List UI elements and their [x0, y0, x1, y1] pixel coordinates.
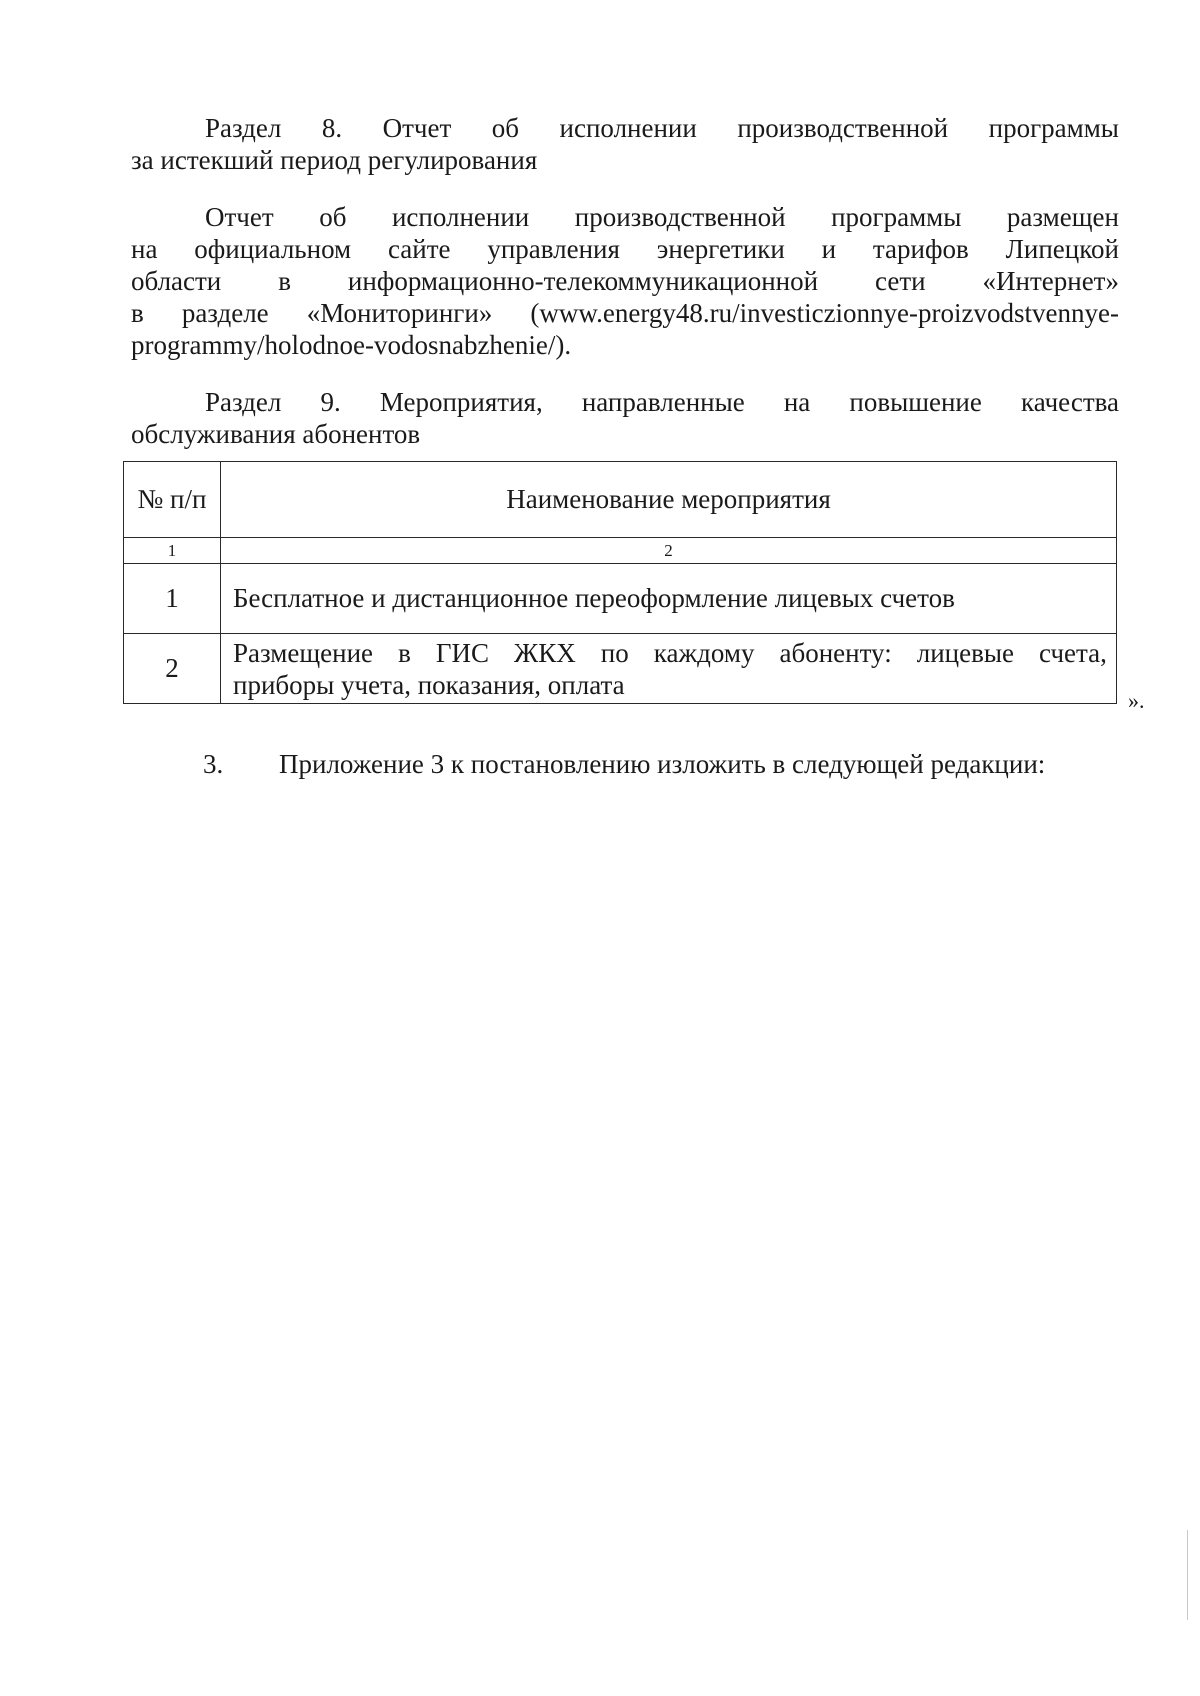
section-8-line-2: за истекший период регулирования [131, 145, 538, 175]
header-name: Наименование мероприятия [221, 462, 1117, 538]
section-9-heading [131, 386, 1119, 450]
row-text [221, 634, 1117, 704]
item-3 [203, 748, 1045, 780]
section-8-heading [131, 112, 1119, 176]
report-line-2: на официальном сайте управления энергетики и тарифов Липецкой [131, 234, 1119, 264]
report-line-3: области в информационно-телекоммуникационной сети «Интернет» [131, 266, 1119, 296]
section-9-line-1: Раздел 9. Мероприятия, направленные на повышение качества [205, 387, 1119, 417]
item-3-text: Приложение 3 к постановлению изложить в следующей редакции: [279, 749, 1046, 779]
row-number: 2 [124, 634, 221, 704]
row-text-line-2: приборы учета, показания, оплата [233, 669, 625, 700]
table-header-row [124, 462, 1117, 538]
row-text: Бесплатное и дистанционное переоформление лицевых счетов [221, 564, 1117, 634]
table-row [124, 634, 1117, 704]
column-number-2: 2 [221, 538, 1117, 564]
report-line-5: programmy/holodnoe-vodosnabzhenie/). [131, 330, 572, 360]
scan-artifact-line [1187, 1530, 1188, 1620]
measures-table [123, 461, 1117, 704]
section-9-line-2: обслуживания абонентов [131, 419, 421, 449]
row-number: 1 [124, 564, 221, 634]
report-url: (www.energy48.ru/investiczionnye-proizvodstvennye- [530, 298, 1119, 328]
report-line-1: Отчет об исполнении производственной программы размещен [205, 202, 1119, 232]
item-3-number: 3. [203, 749, 224, 779]
row-text-line-1: Размещение в ГИС ЖКХ по каждому абоненту: лицевые счета, [233, 637, 1107, 668]
report-paragraph [131, 201, 1119, 361]
column-numbers-row [124, 538, 1117, 564]
section-8-line-1: Раздел 8. Отчет об исполнении производственной программы [205, 113, 1119, 143]
header-number: № п/п [124, 462, 221, 538]
closing-quote: ». [1128, 688, 1145, 713]
column-number-1: 1 [124, 538, 221, 564]
table-row [124, 564, 1117, 634]
report-line-4: в разделе «Мониторинги» (www.energy48.ru/investiczionnye-proizvodstvennye- [131, 298, 1119, 328]
